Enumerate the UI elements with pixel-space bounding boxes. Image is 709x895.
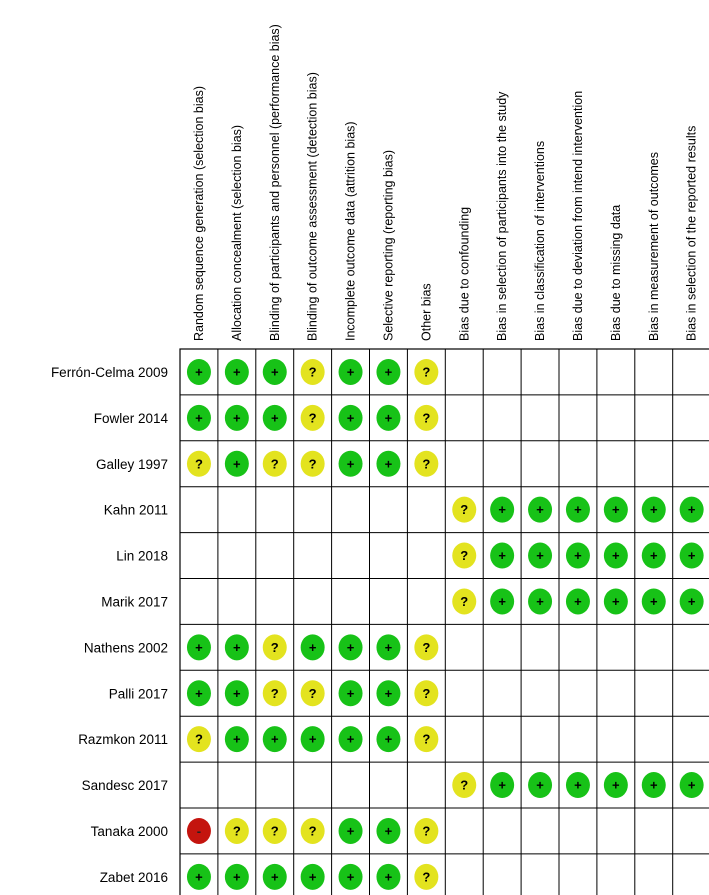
- rating-symbol: +: [195, 364, 203, 380]
- low-risk-mark: [339, 634, 363, 660]
- rating-symbol: +: [233, 410, 241, 426]
- low-risk-mark: [339, 726, 363, 752]
- rating-symbol: ?: [422, 685, 431, 701]
- unclear-risk-mark: [452, 588, 476, 614]
- study-label: Marik 2017: [101, 594, 168, 610]
- low-risk-mark: [225, 680, 249, 706]
- rating-symbol: +: [270, 364, 279, 380]
- low-risk-mark: [680, 772, 704, 798]
- low-risk-mark: [680, 497, 704, 523]
- rating-symbol: +: [346, 410, 355, 426]
- unclear-risk-mark: [263, 634, 287, 660]
- study-label: Tanaka 2000: [90, 823, 168, 839]
- unclear-risk-mark: [414, 680, 438, 706]
- column-label: Random sequence generation (selection bias): [191, 85, 206, 341]
- low-risk-mark: [339, 864, 363, 890]
- rating-symbol: +: [384, 639, 393, 655]
- low-risk-mark: [642, 772, 666, 798]
- rating-symbol: +: [233, 869, 241, 885]
- low-risk-mark: [528, 772, 552, 798]
- low-risk-mark: [376, 864, 400, 890]
- study-label: Ferrón-Celma 2009: [50, 364, 168, 380]
- rating-symbol: +: [498, 777, 506, 793]
- unclear-risk-mark: [414, 864, 438, 890]
- column-label: Bias in classification of interventions: [533, 140, 548, 341]
- low-risk-mark: [301, 634, 325, 660]
- low-risk-mark: [528, 543, 552, 569]
- low-risk-mark: [528, 497, 552, 523]
- low-risk-mark: [225, 405, 249, 431]
- rating-symbol: +: [649, 548, 658, 564]
- low-risk-mark: [263, 864, 287, 890]
- rating-symbol: +: [308, 639, 317, 655]
- low-risk-mark: [680, 543, 704, 569]
- rating-symbol: +: [498, 548, 506, 564]
- unclear-risk-mark: [263, 451, 287, 477]
- unclear-risk-mark: [452, 543, 476, 569]
- column-label: Blinding of participants and personnel (performance bias): [267, 24, 282, 341]
- rating-symbol: ?: [422, 823, 431, 839]
- low-risk-mark: [339, 818, 363, 844]
- rating-symbol: ?: [460, 502, 469, 518]
- unclear-risk-mark: [414, 634, 438, 660]
- summary-grid: [180, 349, 709, 895]
- low-risk-mark: [604, 772, 628, 798]
- low-risk-mark: [566, 588, 590, 614]
- low-risk-mark: [376, 818, 400, 844]
- low-risk-mark: [225, 864, 249, 890]
- rating-symbol: +: [574, 502, 582, 518]
- rating-symbol: ?: [270, 685, 279, 701]
- low-risk-mark: [376, 680, 400, 706]
- column-label: Bias in selection of participants into the study: [495, 91, 510, 341]
- rating-symbol: +: [233, 639, 241, 655]
- study-label: Kahn 2011: [103, 502, 168, 518]
- low-risk-mark: [187, 634, 211, 660]
- unclear-risk-mark: [187, 451, 211, 477]
- unclear-risk-mark: [187, 726, 211, 752]
- unclear-risk-mark: [301, 451, 325, 477]
- rating-symbol: +: [270, 869, 279, 885]
- rating-symbol: +: [308, 731, 317, 747]
- rating-symbol: ?: [270, 456, 279, 472]
- rating-symbol: +: [687, 593, 696, 609]
- low-risk-mark: [566, 543, 590, 569]
- low-risk-mark: [187, 680, 211, 706]
- rating-symbol: +: [346, 823, 355, 839]
- low-risk-mark: [490, 543, 514, 569]
- rating-symbol: ?: [460, 593, 469, 609]
- low-risk-mark: [339, 405, 363, 431]
- rating-symbol: ?: [460, 777, 469, 793]
- low-risk-mark: [187, 864, 211, 890]
- column-label: Bias in measurement of outcomes: [646, 152, 661, 341]
- low-risk-mark: [642, 588, 666, 614]
- grid-border: [180, 349, 709, 895]
- low-risk-mark: [376, 451, 400, 477]
- low-risk-mark: [301, 864, 325, 890]
- low-risk-mark: [376, 359, 400, 385]
- rating-symbol: ?: [422, 869, 431, 885]
- low-risk-mark: [187, 405, 211, 431]
- rating-symbol: -: [196, 823, 202, 839]
- low-risk-mark: [604, 588, 628, 614]
- low-risk-mark: [376, 405, 400, 431]
- rating-symbol: +: [346, 456, 355, 472]
- low-risk-mark: [528, 588, 552, 614]
- rating-symbol: +: [233, 731, 241, 747]
- low-risk-mark: [642, 543, 666, 569]
- rating-symbol: ?: [422, 364, 431, 380]
- rating-symbol: +: [233, 685, 241, 701]
- low-risk-mark: [225, 359, 249, 385]
- low-risk-mark: [187, 359, 211, 385]
- rating-symbol: +: [233, 364, 241, 380]
- low-risk-mark: [263, 726, 287, 752]
- rating-symbol: +: [649, 593, 658, 609]
- unclear-risk-mark: [414, 818, 438, 844]
- rating-symbol: +: [498, 593, 506, 609]
- low-risk-mark: [263, 405, 287, 431]
- low-risk-mark: [490, 588, 514, 614]
- low-risk-mark: [566, 497, 590, 523]
- rating-symbol: +: [536, 593, 544, 609]
- rating-symbol: +: [574, 593, 582, 609]
- rating-symbol: +: [384, 823, 393, 839]
- column-label: Bias due to missing data: [608, 204, 623, 341]
- rating-symbol: ?: [232, 823, 241, 839]
- unclear-risk-mark: [414, 405, 438, 431]
- rating-symbol: +: [195, 685, 203, 701]
- rating-symbol: ?: [308, 823, 317, 839]
- unclear-risk-mark: [452, 772, 476, 798]
- low-risk-mark: [566, 772, 590, 798]
- rating-symbol: +: [346, 685, 355, 701]
- low-risk-mark: [376, 726, 400, 752]
- low-risk-mark: [225, 634, 249, 660]
- column-label: Allocation concealment (selection bias): [229, 124, 244, 341]
- study-labels: [51, 365, 169, 885]
- study-label: Zabet 2016: [99, 869, 168, 885]
- rating-symbol: +: [574, 548, 582, 564]
- study-label: Galley 1997: [95, 456, 168, 472]
- low-risk-mark: [604, 543, 628, 569]
- low-risk-mark: [339, 680, 363, 706]
- rating-symbol: ?: [422, 639, 431, 655]
- low-risk-mark: [225, 451, 249, 477]
- low-risk-mark: [376, 634, 400, 660]
- rating-symbol: +: [270, 410, 279, 426]
- rating-symbol: ?: [422, 731, 431, 747]
- rating-symbol: +: [649, 502, 658, 518]
- unclear-risk-mark: [263, 818, 287, 844]
- rating-symbol: ?: [194, 456, 203, 472]
- rating-symbol: ?: [308, 410, 317, 426]
- rating-symbol: ?: [194, 731, 203, 747]
- rating-symbol: +: [687, 502, 696, 518]
- unclear-risk-mark: [301, 818, 325, 844]
- rating-symbol: +: [384, 685, 393, 701]
- low-risk-mark: [490, 497, 514, 523]
- study-label: Lin 2018: [116, 548, 168, 564]
- low-risk-mark: [339, 359, 363, 385]
- rating-symbol: +: [308, 869, 317, 885]
- rating-symbol: +: [612, 548, 620, 564]
- rating-symbol: +: [346, 364, 355, 380]
- rating-symbol: ?: [308, 364, 317, 380]
- rating-symbol: +: [384, 869, 393, 885]
- rating-symbol: +: [233, 456, 241, 472]
- unclear-risk-mark: [225, 818, 249, 844]
- rating-symbol: +: [612, 777, 620, 793]
- low-risk-mark: [490, 772, 514, 798]
- rating-symbol: ?: [308, 456, 317, 472]
- high-risk-mark: [187, 818, 211, 844]
- study-label: Fowler 2014: [93, 410, 168, 426]
- study-label: Razmkon 2011: [78, 732, 168, 748]
- rating-symbol: ?: [422, 456, 431, 472]
- rating-symbol: ?: [270, 639, 279, 655]
- unclear-risk-mark: [301, 359, 325, 385]
- rating-symbol: +: [536, 502, 544, 518]
- rating-symbol: ?: [422, 410, 431, 426]
- unclear-risk-mark: [414, 726, 438, 752]
- rating-symbol: +: [195, 869, 203, 885]
- rating-symbol: +: [612, 502, 620, 518]
- low-risk-mark: [225, 726, 249, 752]
- unclear-risk-mark: [301, 680, 325, 706]
- rating-symbol: +: [687, 548, 696, 564]
- column-label: Bias in selection of the reported results: [684, 125, 699, 341]
- rating-symbol: +: [612, 593, 620, 609]
- unclear-risk-mark: [263, 680, 287, 706]
- rating-symbol: +: [574, 777, 582, 793]
- study-label: Sandesc 2017: [81, 778, 168, 794]
- rating-symbol: ?: [270, 823, 279, 839]
- column-label: Other bias: [419, 283, 434, 341]
- rating-symbol: +: [649, 777, 658, 793]
- low-risk-mark: [680, 588, 704, 614]
- rating-symbol: +: [346, 869, 355, 885]
- rating-symbol: ?: [308, 685, 317, 701]
- study-label: Nathens 2002: [83, 640, 168, 656]
- study-label: Palli 2017: [108, 686, 168, 702]
- column-label: Incomplete outcome data (attrition bias): [343, 121, 358, 341]
- rating-symbol: +: [346, 639, 355, 655]
- unclear-risk-mark: [452, 497, 476, 523]
- low-risk-mark: [301, 726, 325, 752]
- rating-symbol: ?: [460, 548, 469, 564]
- rating-symbol: +: [687, 777, 696, 793]
- rating-symbol: +: [536, 777, 544, 793]
- rating-symbol: +: [384, 364, 393, 380]
- rating-symbol: +: [536, 548, 544, 564]
- unclear-risk-mark: [414, 451, 438, 477]
- column-label: Bias due to deviation from intend intervention: [570, 90, 585, 341]
- low-risk-mark: [604, 497, 628, 523]
- rating-symbol: +: [195, 639, 203, 655]
- low-risk-mark: [642, 497, 666, 523]
- unclear-risk-mark: [414, 359, 438, 385]
- unclear-risk-mark: [301, 405, 325, 431]
- rating-symbol: +: [384, 456, 393, 472]
- rating-symbol: +: [384, 731, 393, 747]
- column-label: Blinding of outcome assessment (detection bias): [305, 72, 320, 341]
- rating-symbol: +: [498, 502, 506, 518]
- rating-symbol: +: [195, 410, 203, 426]
- low-risk-mark: [339, 451, 363, 477]
- column-labels: [192, 24, 699, 341]
- rating-symbol: +: [384, 410, 393, 426]
- low-risk-mark: [263, 359, 287, 385]
- rating-symbol: +: [270, 731, 279, 747]
- column-label: Bias due to confounding: [457, 206, 472, 341]
- column-label: Selective reporting (reporting bias): [381, 149, 396, 341]
- rating-symbol: +: [346, 731, 355, 747]
